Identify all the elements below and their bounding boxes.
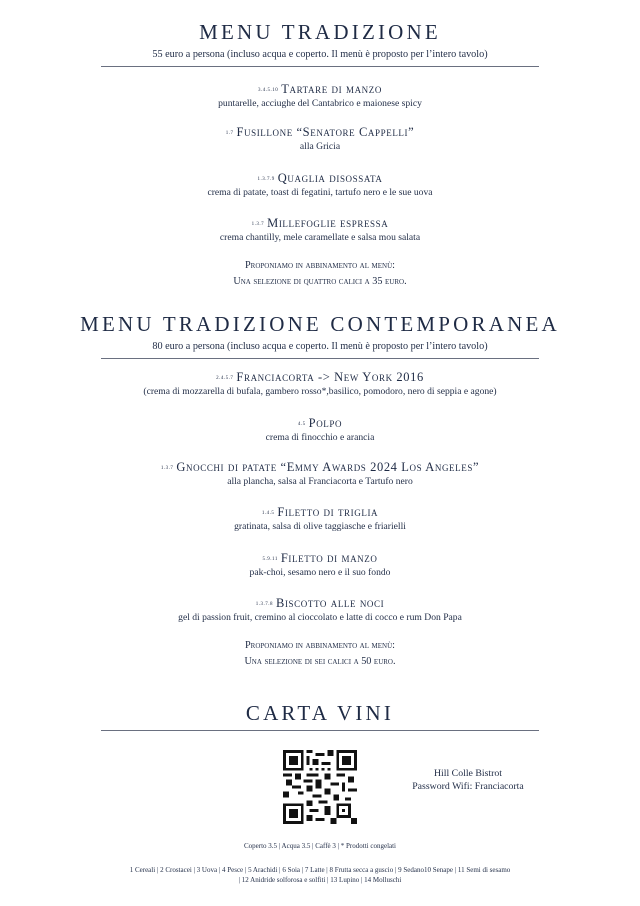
footer-prices: Coperto 3.5 | Acqua 3.5 | Caffè 3 | * Prodotti congelati (243, 842, 397, 850)
dish-name: Franciacorta -> New York 2016 (236, 370, 424, 384)
wine-title: CARTA VINI (245, 701, 395, 725)
pairing-line-2: Una selezione di quattro calici a 35 euro. (233, 276, 407, 287)
dish-allergens: 4.5 (297, 422, 306, 427)
menu1-pairing (0, 258, 640, 290)
dish-allergens: 1.3.7 (160, 466, 174, 471)
menu1-dish-1 (0, 82, 640, 109)
menu2-dish-2 (0, 416, 640, 443)
menu1-dish-3 (0, 171, 640, 198)
dish-description: pak-choi, sesamo nero e il suo fondo (249, 567, 391, 578)
dish-allergens: 1.3.7.8 (255, 602, 274, 607)
dish-name: Quaglia disossata (277, 171, 383, 185)
pairing-line-1: Proponiamo in abbinamento al menù: (245, 260, 395, 271)
dish-name: Gnocchi di patate “Emmy Awards 2024 Los Angeles” (176, 460, 480, 474)
dish-description: crema di patate, toast di fegatini, tartufo nero e le sue uova (207, 187, 433, 198)
menu2-title: MENU TRADIZIONE CONTEMPORANEA (80, 312, 560, 336)
menu2-dish-6 (0, 596, 640, 623)
menu1-subtitle: 55 euro a persona (incluso acqua e coperto. Il menù è proposto per l’intero tavolo) (152, 49, 488, 60)
dish-name: Fusillone “Senatore Cappelli” (236, 125, 415, 139)
qr-code-icon[interactable] (283, 750, 357, 824)
footer-allergens-line-1: 1 Cereali | 2 Crostacei | 3 Uova | 4 Pesce | 5 Arachidi | 6 Soia | 7 Latte | 8 Frutta secca a guscio | 9 Sedano10 Senape | 11 Semi di sesamo (129, 866, 511, 874)
menu2-subtitle: 80 euro a persona (incluso acqua e coperto. Il menù è proposto per l’intero tavolo) (152, 341, 488, 352)
dish-name: Biscotto alle noci (276, 596, 385, 610)
dish-description: crema di finocchio e arancia (265, 432, 375, 443)
dish-description: alla plancha, salsa al Franciacorta e Tartufo nero (227, 476, 413, 487)
wine-header (0, 701, 640, 731)
menu1-dish-2 (0, 125, 640, 152)
menu2-header (0, 312, 640, 359)
dish-description: (crema di mozzarella di bufala, gambero rosso*,basilico, pomodoro, nero di seppia e agone) (143, 386, 497, 397)
dish-name: Millefoglie espressa (267, 216, 389, 230)
menu2-dish-3 (0, 460, 640, 487)
menu2-divider (101, 358, 539, 359)
dish-name: Tartare di manzo (281, 82, 382, 96)
menu1-dish-4 (0, 216, 640, 243)
venue-name: Hill Colle Bistrot (433, 768, 503, 779)
wine-divider (101, 730, 539, 731)
menu1-header (0, 20, 640, 67)
wifi-password: Password Wifi: Franciacorta (412, 781, 524, 792)
dish-name: Filetto di triglia (277, 505, 379, 519)
menu1-divider (101, 66, 539, 67)
dish-description: gel di passion fruit, cremino al cioccolato e latte di cocco e rum Don Papa (178, 612, 462, 623)
dish-allergens: 5.9.11 (262, 557, 278, 562)
dish-description: puntarelle, acciughe del Cantabrico e maionese spicy (218, 98, 422, 109)
dish-allergens: 1.3.7 (251, 222, 265, 227)
dish-allergens: 1.7 (225, 131, 234, 136)
dish-description: crema chantilly, mele caramellate e salsa mou salata (219, 232, 421, 243)
dish-name: Filetto di manzo (280, 551, 378, 565)
menu1-title: MENU TRADIZIONE (199, 20, 441, 44)
dish-allergens: 1.4.5 (261, 511, 275, 516)
dish-allergens: 1.3.7.9 (257, 177, 275, 182)
pairing-line-1: Proponiamo in abbinamento al menù: (245, 640, 395, 651)
dish-allergens: 2.4.5.7 (216, 376, 234, 381)
pairing-line-2: Una selezione di sei calici a 50 euro. (244, 656, 396, 667)
menu2-dish-5 (0, 551, 640, 578)
menu2-dish-1 (0, 370, 640, 397)
menu2-pairing (0, 638, 640, 670)
dish-name: Polpo (308, 416, 343, 430)
wifi-info (398, 767, 538, 793)
menu2-dish-4 (0, 505, 640, 532)
dish-description: gratinata, salsa di olive taggiasche e friarielli (234, 521, 406, 532)
dish-description: alla Gricia (299, 141, 341, 152)
dish-allergens: 3.4.5.10 (258, 88, 279, 93)
footer-allergens-line-2: | 12 Anidride solforosa e solfiti | 13 Lupino | 14 Molluschi (238, 876, 402, 884)
